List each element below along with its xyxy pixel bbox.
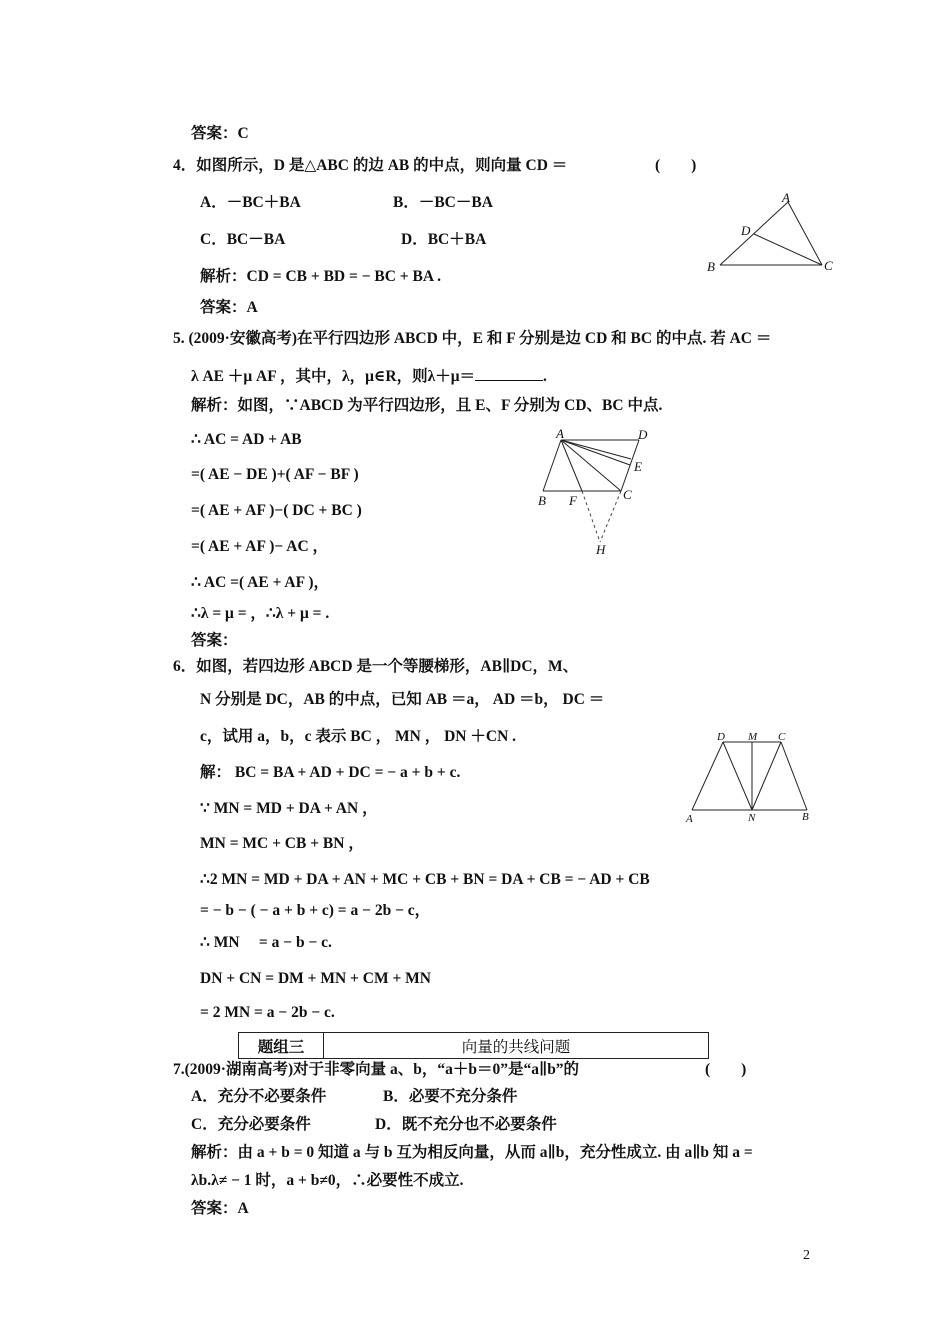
q6-solution-2: ∵ MN = MD + DA + AN ， xyxy=(200,800,378,817)
q4-option-c: C．BC－BA xyxy=(200,231,286,248)
q6-solution-1: 解： BC = BA + AD + DC = − a + b + c. xyxy=(200,764,461,781)
table-cell-group: 题组三 xyxy=(239,1033,324,1058)
question-7-stem: 7.(2009·湖南高考)对于非零向量 a、b，“a＋b＝0”是“a∥b”的 xyxy=(173,1061,580,1078)
q5-step-3: =( AE + AF )−( DC + BC ) xyxy=(191,502,362,519)
q4-option-d: D．BC＋BA xyxy=(401,231,487,248)
trapezoid-figure xyxy=(683,727,815,828)
parallelogram-figure xyxy=(535,425,655,565)
answer-q3: 答案：C xyxy=(191,125,249,142)
pg-label-c: C xyxy=(623,487,632,502)
q7-option-a: A．充分不必要条件 xyxy=(191,1088,327,1105)
pg-label-a: A xyxy=(556,426,564,441)
triangle-figure xyxy=(700,188,840,285)
q5-solution-intro: 解析：如图，∵ABCD 为平行四边形，且 E、F 分别为 CD、BC 中点. xyxy=(191,397,663,414)
triangle-label-d: D xyxy=(741,223,751,238)
section-table xyxy=(238,1032,709,1059)
trap-label-d: D xyxy=(717,731,725,743)
q6-solution-4: ∴2 MN = MD + DA + AN + MC + CB + BN = DA + CB = − AD + CB xyxy=(200,871,650,888)
triangle-label-c: C xyxy=(824,258,833,273)
q5-period: . xyxy=(543,368,547,385)
q5-step-5: ∴ AC =( AE + AF )， xyxy=(191,574,330,591)
q5-step-4: =( AE + AF )− AC ， xyxy=(191,538,329,555)
table-cell-topic: 向量的共线问题 xyxy=(461,1038,571,1056)
trap-label-c: C xyxy=(778,731,786,743)
question-4-bracket: ( ) xyxy=(655,157,697,174)
question-7-bracket: ( ) xyxy=(705,1061,747,1078)
q6-solution-7: DN + CN = DM + MN + CM + MN xyxy=(200,970,431,987)
q6-solution-5: = − b − ( − a + b + c) = a − 2b − c， xyxy=(200,902,431,919)
q4-answer: 答案：A xyxy=(200,299,258,316)
pg-label-b: B xyxy=(538,493,546,508)
q5-answer-blank xyxy=(475,366,543,381)
q7-solution-2: λb.λ≠ − 1 时，a + b≠0，∴必要性不成立. xyxy=(191,1172,464,1189)
pg-label-f: F xyxy=(569,493,577,508)
question-4-stem: 4．如图所示，D 是△ABC 的边 AB 的中点，则向量 CD ＝ xyxy=(173,157,568,174)
trap-label-n: N xyxy=(748,812,756,823)
q5-step-6: ∴λ = μ = ，∴λ + μ = . xyxy=(191,605,330,622)
q4-option-b: B．－BC－BA xyxy=(393,194,493,211)
question-5-stem-cont xyxy=(191,366,547,387)
question-6-stem-2: N 分别是 DC，AB 的中点，已知 AB ＝a， AD ＝b， DC ＝ xyxy=(200,691,605,708)
q7-answer: 答案：A xyxy=(191,1200,249,1217)
question-6-stem: 6．如图，若四边形 ABCD 是一个等腰梯形，AB∥DC，M、 xyxy=(173,658,579,675)
q7-option-b: B．必要不充分条件 xyxy=(383,1088,518,1105)
page-number: 2 xyxy=(803,1248,810,1263)
triangle-label-b: B xyxy=(707,259,715,274)
q6-solution-8: = 2 MN = a − 2b − c. xyxy=(200,1004,335,1021)
triangle-label-a: A xyxy=(782,190,790,205)
pg-label-h: H xyxy=(596,542,606,557)
q4-solution: 解析：CD = CB + BD = − BC + BA . xyxy=(200,268,441,285)
q7-option-d: D．既不充分也不必要条件 xyxy=(375,1116,557,1133)
q6-solution-3: MN = MC + CB + BN ， xyxy=(200,835,364,852)
q4-option-a: A．－BC＋BA xyxy=(200,194,301,211)
q6-solution-6: ∴ MN = a − b − c. xyxy=(200,934,332,951)
question-5-stem: 5. (2009·安徽高考)在平行四边形 ABCD 中，E 和 F 分别是边 CD 和 BC 的中点. 若 AC ＝ xyxy=(173,330,772,347)
q7-solution-1: 解析：由 a + b = 0 知道 a 与 b 互为相反向量，从而 a∥b，充分性成立. 由 a∥b 知 a = xyxy=(191,1144,753,1161)
trap-label-m: M xyxy=(748,731,758,743)
trap-label-a: A xyxy=(686,813,693,823)
q5-step-2: =( AE − DE )+( AF − BF ) xyxy=(191,466,359,483)
q7-option-c: C．充分必要条件 xyxy=(191,1116,311,1133)
question-6-stem-3: c，试用 a，b，c 表示 BC ， MN ， DN ＋CN . xyxy=(200,728,517,745)
pg-label-e: E xyxy=(634,459,642,474)
q5-step-1: ∴ AC = AD + AB xyxy=(191,431,302,448)
pg-label-d: D xyxy=(638,427,648,442)
q5-expression: λ AE ＋μ AF ，其中，λ，μ∈R，则λ＋μ＝ xyxy=(191,368,475,385)
trap-label-b: B xyxy=(802,811,809,823)
q5-answer: 答案： xyxy=(191,632,238,649)
